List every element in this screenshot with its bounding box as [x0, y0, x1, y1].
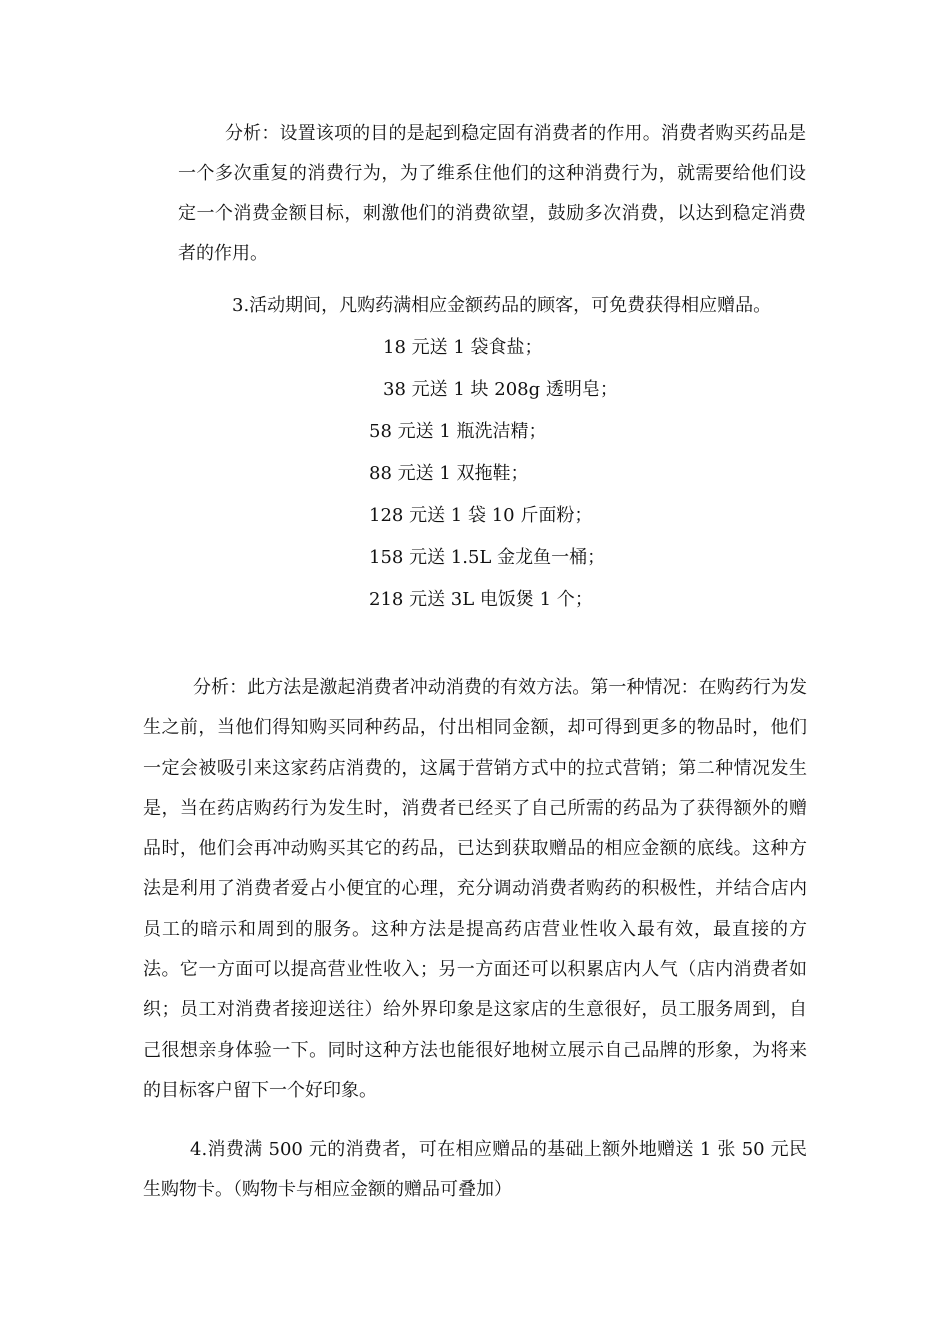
gift-line-18: 18 元送 1 袋食盐； [383, 337, 543, 358]
gift-line-218: 218 元送 3L 电饭煲 1 个； [369, 589, 593, 610]
item-3-paragraph: 3.活动期间，凡购药满相应金额药品的顾客，可免费获得相应赠品。 [232, 295, 772, 316]
analysis-paragraph-1: 分析：设置该项的目的是起到稳定固有消费者的作用。消费者购买药品是一个多次重复的消费行为，为了维系住他们的这种消费行为，就需要给他们设定一个消费金额目标，刺激他们的消费欲望，鼓励多次消费，以达到稳定消费者的作用。 [178, 123, 806, 264]
gift-line-158: 158 元送 1.5L 金龙鱼一桶； [369, 547, 606, 568]
item-4-paragraph: 4.消费满 500 元的消费者，可在相应赠品的基础上额外地赠送 1 张 50 元民生购物卡。（购物卡与相应金额的赠品可叠加） [143, 1139, 807, 1200]
analysis-paragraph-2: 分析：此方法是激起消费者冲动消费的有效方法。第一种情况：在购药行为发生之前，当他们得知购买同种药品，付出相同金额，却可得到更多的物品时，他们一定会被吸引来这家药店消费的，这属于营销方式中的拉式营销；第二种情况发生是，当在药店购药行为发生时，消费者已经买了自己所需的药品为了获得额外的赠品时，他们会再冲动购买其它的药品，已达到获取赠品的相应金额的底线。这种方法是利用了消费者爱占小便宜的心理，充分调动消费者购药的积极性，并结合店内员工的暗示和周到的服务。这种方法是提高药店营业性收入最有效，最直接的方法。它一方面可以提高营业性收入；另一方面还可以积累店内人气（店内消费者如织；员工对消费者接迎送往）给外界印象是这家店的生意很好，员工服务周到，自己很想亲身体验一下。同时这种方法也能很好地树立展示自己品牌的形象，为将来的目标客户留下一个好印象。 [143, 677, 807, 1101]
gift-line-128: 128 元送 1 袋 10 斤面粉； [369, 505, 593, 526]
gift-line-38: 38 元送 1 块 208g 透明皂； [383, 379, 618, 400]
gift-line-58: 58 元送 1 瓶洗洁精； [369, 421, 547, 442]
gift-line-88: 88 元送 1 双拖鞋； [369, 463, 529, 484]
